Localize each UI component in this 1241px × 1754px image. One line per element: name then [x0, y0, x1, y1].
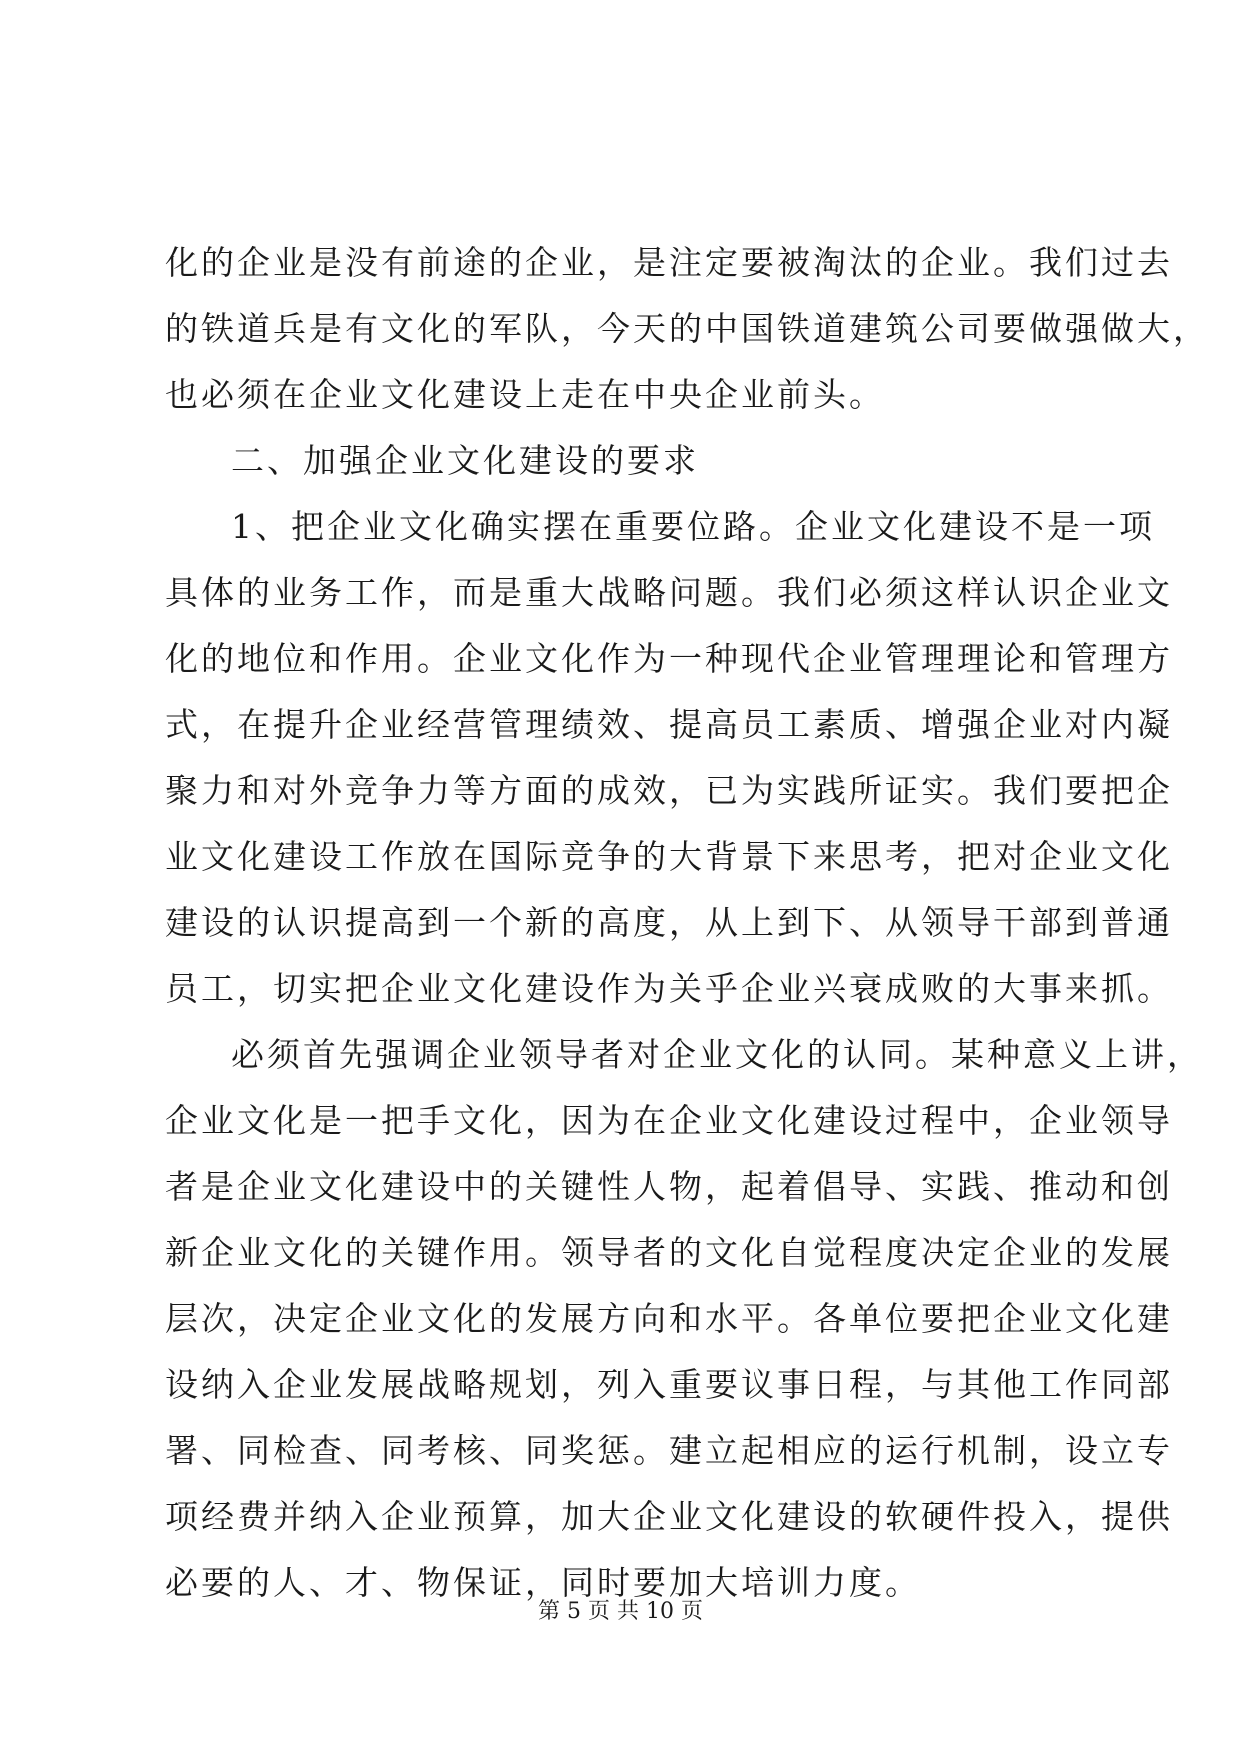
page-footer: 第 5 页 共 10 页: [538, 1599, 703, 1624]
section-heading: 二、加强企业文化建设的要求: [231, 441, 699, 480]
text-line: 聚力和对外竞争力等方面的成效，已为实践所证实。我们要把企: [165, 771, 1173, 810]
text-line: 新企业文化的关键作用。领导者的文化自觉程度决定企业的发展: [165, 1233, 1173, 1272]
body-text: [165, 230, 1209, 1616]
text-line: 署、同检查、同考核、同奖惩。建立起相应的运行机制，设立专: [165, 1431, 1173, 1470]
text-line: 层次，决定企业文化的发展方向和水平。各单位要把企业文化建: [165, 1299, 1173, 1338]
text-line: 业文化建设工作放在国际竞争的大背景下来思考，把对企业文化: [165, 837, 1173, 876]
text-line: 必须首先强调企业领导者对企业文化的认同。某种意义上讲，: [231, 1035, 1203, 1074]
text-line: 1、把企业文化确实摆在重要位路。企业文化建设不是一项: [231, 507, 1155, 546]
text-line: 化的地位和作用。企业文化作为一种现代企业管理理论和管理方: [165, 639, 1173, 678]
text-line: 企业文化是一把手文化，因为在企业文化建设过程中，企业领导: [165, 1101, 1173, 1140]
text-line: 化的企业是没有前途的企业，是注定要被淘汰的企业。我们过去: [165, 243, 1173, 282]
text-line: 必要的人、才、物保证，同时要加大培训力度。: [165, 1563, 921, 1602]
text-line: 设纳入企业发展战略规划，列入重要议事日程，与其他工作同部: [165, 1365, 1173, 1404]
text-line: 者是企业文化建设中的关键性人物，起着倡导、实践、推动和创: [165, 1167, 1173, 1206]
text-line: 具体的业务工作，而是重大战略问题。我们必须这样认识企业文: [165, 573, 1173, 612]
text-line: 式，在提升企业经营管理绩效、提高员工素质、增强企业对内凝: [165, 705, 1173, 744]
text-line: 也必须在企业文化建设上走在中央企业前头。: [165, 375, 885, 414]
text-line: 建设的认识提高到一个新的高度，从上到下、从领导干部到普通: [165, 903, 1173, 942]
text-line: 项经费并纳入企业预算，加大企业文化建设的软硬件投入，提供: [165, 1497, 1173, 1536]
text-line: 的铁道兵是有文化的军队，今天的中国铁道建筑公司要做强做大，: [165, 309, 1209, 348]
text-line: 员工，切实把企业文化建设作为关乎企业兴衰成败的大事来抓。: [165, 969, 1173, 1008]
